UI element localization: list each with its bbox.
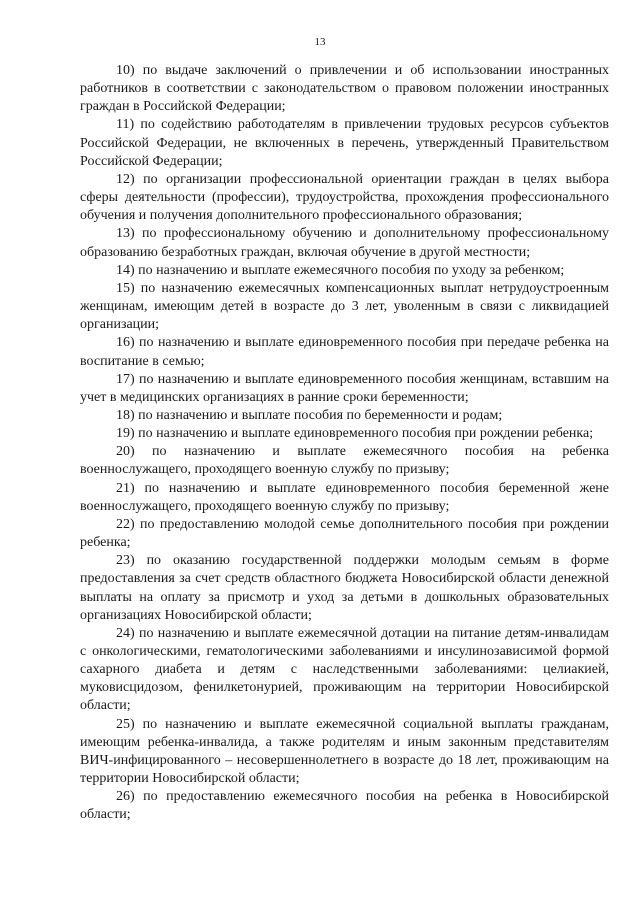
- list-item-13: 13) по профессиональному обучению и дополнительному профессиональному образованию безработных граждан, включая обучение в другой местности;: [80, 226, 609, 260]
- list-item-15: 15) по назначению ежемесячных компенсационных выплат нетрудоустроенным женщинам, имеющим детей в возрасте до 3 лет, уволенным в связи с ликвидацией организации;: [80, 280, 609, 333]
- document-body: [80, 62, 609, 825]
- list-item-10: 10) по выдаче заключений о привлечении и об использовании иностранных работников в соответствии с законодательством о правовом положении иностранных граждан в Российской Федерации;: [80, 63, 609, 115]
- list-item-20: 20) по назначению и выплате ежемесячного пособия на ребенка военнослужащего, проходящего военную службу по призыву;: [80, 444, 609, 478]
- list-item-19: 19) по назначению и выплате единовременного пособия при рождении ребенка;: [116, 426, 594, 442]
- list-item-23: 23) по оказанию государственной поддержки молодым семьям в форме предоставления за счет средств областного бюджета Новосибирской области денежной выплаты на оплату за присмотр и уход за детьми в дошкольных образовательных организациях Новосибирской области;: [80, 553, 609, 623]
- list-item-25: 25) по назначению и выплате ежемесячной социальной выплаты гражданам, имеющим ребенка-инвалида, а также родителям и иным законным представителям ВИЧ-инфицированного – несовершеннолетнего в возрасте до 18 лет, проживающим на территории Новосибирской области;: [80, 716, 609, 787]
- list-item-12: 12) по организации профессиональной ориентации граждан в целях выбора сферы деятельности (профессии), трудоустройства, прохождения профессионального обучения и получения дополнительного профессионального образования;: [80, 171, 609, 224]
- page-number: 13: [314, 36, 326, 48]
- list-item-17: 17) по назначению и выплате единовременного пособия женщинам, вставшим на учет в медицинских организациях в ранние сроки беременности;: [80, 371, 609, 405]
- list-item-14: 14) по назначению и выплате ежемесячного пособия по уходу за ребенком;: [116, 262, 565, 278]
- list-item-22: 22) по предоставлению молодой семье дополнительного пособия при рождении ребенка;: [80, 516, 609, 551]
- list-item-26: 26) по предоставлению ежемесячного пособия на ребенка в Новосибирской области;: [80, 789, 609, 823]
- list-item-21: 21) по назначению и выплате единовременного пособия беременной жене военнослужащего, проходящего военную службу по призыву;: [80, 480, 609, 514]
- list-item-11: 11) по содействию работодателям в привлечении трудовых ресурсов субъектов Российской Федерации, не включенных в перечень, утвержденный Правительством Российской Федерации;: [80, 117, 609, 169]
- list-item-24: 24) по назначению и выплате ежемесячной дотации на питание детям-инвалидам с онкологическими, гематологическими заболеваниями и инсулинозависимой формой сахарного диабета и детям с наследственными заболеваниями: целиакией, муковисцидозом, фенилкетонурией, проживающим на территории Новосибирской области;: [80, 625, 609, 714]
- list-item-18: 18) по назначению и выплате пособия по беременности и родам;: [116, 407, 503, 423]
- list-item-16: 16) по назначению и выплате единовременного пособия при передаче ребенка на воспитание в семью;: [80, 335, 609, 369]
